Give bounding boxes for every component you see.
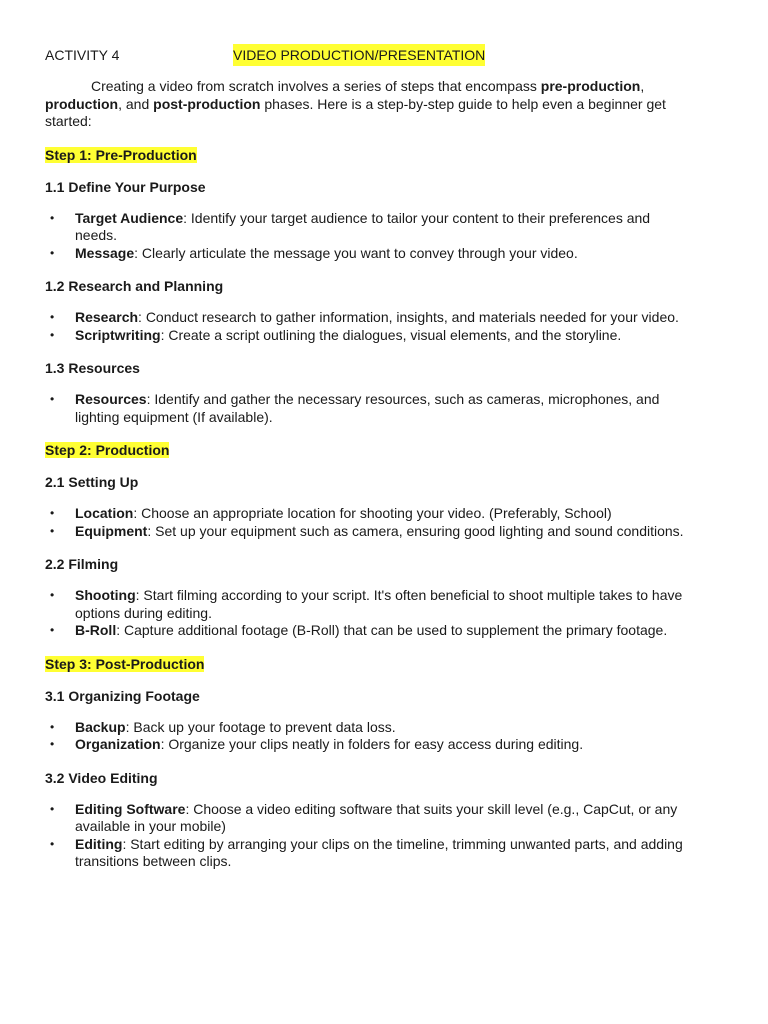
list-item-term: Message — [75, 244, 135, 261]
list-item-term: Shooting — [75, 587, 136, 603]
list-item-text: : Start filming according to your script. It's often beneficial to shoot multiple takes to have options during editing. — [75, 587, 683, 621]
intro-bold-term: production — [45, 95, 119, 112]
list-item-term: Editing Software — [75, 800, 186, 817]
subsection-heading: 1.3 Resources — [45, 360, 140, 376]
list-item — [45, 245, 695, 263]
document-header — [45, 44, 695, 66]
bullet-list — [45, 587, 695, 640]
list-item-term: Target Audience — [75, 209, 184, 226]
activity-label: ACTIVITY 4 — [45, 47, 120, 63]
bullet-list — [45, 801, 695, 871]
list-item-text: : Choose an appropriate location for shooting your video. (Preferably, School) — [133, 505, 612, 521]
bullet-icon: • — [50, 310, 55, 324]
step-heading — [45, 441, 695, 459]
bullet-icon: • — [50, 392, 55, 406]
intro-text: Creating a video from scratch involves a series of steps that encompass — [91, 78, 541, 94]
bullet-icon: • — [50, 737, 55, 751]
list-item — [45, 587, 695, 622]
subsection-heading: 2.1 Setting Up — [45, 474, 139, 490]
subsection-heading: 3.2 Video Editing — [45, 769, 158, 786]
document-page — [45, 44, 695, 886]
intro-text: phases. Here is a step-by-step guide to help even a beginner get started: — [45, 95, 666, 129]
list-item-term: Research — [75, 309, 139, 325]
bullet-list — [45, 210, 695, 263]
bullet-list — [45, 719, 695, 754]
bullet-icon: • — [50, 836, 55, 851]
bullet-icon: • — [50, 506, 55, 520]
bullet-list — [45, 391, 695, 426]
list-item — [45, 523, 695, 541]
bullet-icon: • — [50, 623, 55, 637]
list-item — [45, 801, 695, 836]
list-item — [45, 836, 695, 871]
sections-container — [45, 146, 695, 871]
subsection-heading: 2.2 Filming — [45, 556, 119, 572]
list-item-text: : Start editing by arranging your clips on the timeline, trimming unwanted parts, and adding transitions between clips. — [75, 835, 683, 869]
list-item-text: : Back up your footage to prevent data loss. — [125, 718, 396, 735]
bullet-icon: • — [50, 801, 55, 816]
list-item-term: Location — [75, 505, 134, 521]
intro-text: , and — [118, 95, 154, 112]
bullet-icon: • — [50, 245, 55, 260]
list-item — [45, 210, 695, 245]
list-item — [45, 719, 695, 737]
bullet-list — [45, 309, 695, 344]
list-item-text: : Clearly articulate the message you want to convey through your video. — [134, 244, 578, 261]
subsection-heading: 1.2 Research and Planning — [45, 278, 224, 294]
intro-paragraph — [45, 78, 695, 131]
document-title: VIDEO PRODUCTION/PRESENTATION — [233, 44, 485, 66]
list-item — [45, 391, 695, 426]
list-item-text: : Identify and gather the necessary resources, such as cameras, microphones, and lighting equipment (If available). — [75, 391, 660, 425]
list-item-term: Backup — [75, 718, 126, 735]
list-item-text: : Choose a video editing software that suits your skill level (e.g., CapCut, or any available in your mobile) — [75, 800, 678, 834]
list-item-text: : Create a script outlining the dialogues, visual elements, and the storyline. — [160, 326, 622, 343]
list-item — [45, 736, 695, 754]
bullet-icon: • — [50, 719, 55, 734]
subsection-heading: 1.1 Define Your Purpose — [45, 178, 206, 195]
step-heading — [45, 655, 695, 673]
list-item-term: Resources — [75, 391, 147, 407]
list-item — [45, 622, 695, 640]
bullet-icon: • — [50, 327, 55, 342]
list-item-text: : Capture additional footage (B-Roll) that can be used to supplement the primary footage. — [116, 622, 668, 638]
list-item — [45, 327, 695, 345]
intro-bold-term: post-production — [153, 95, 261, 112]
list-item-term: Organization — [75, 736, 161, 752]
list-item-text: : Set up your equipment such as camera, ensuring good lighting and sound conditions. — [147, 522, 684, 539]
list-item — [45, 309, 695, 327]
step-heading-text: Step 2: Production — [45, 442, 170, 458]
intro-bold-term: pre-production — [540, 78, 641, 94]
bullet-list — [45, 505, 695, 540]
list-item-term: B-Roll — [75, 622, 117, 638]
list-item-term: Equipment — [75, 522, 148, 539]
list-item — [45, 505, 695, 523]
subsection-heading: 3.1 Organizing Footage — [45, 687, 200, 704]
list-item-text: : Organize your clips neatly in folders for easy access during editing. — [160, 736, 584, 752]
list-item-text: : Identify your target audience to tailor your content to their preferences and needs. — [75, 209, 651, 243]
bullet-icon: • — [50, 588, 55, 602]
step-heading — [45, 146, 695, 164]
step-heading-text: Step 3: Post-Production — [45, 655, 205, 672]
step-heading-text: Step 1: Pre-Production — [45, 146, 197, 163]
intro-text: , — [640, 78, 645, 94]
list-item-term: Scriptwriting — [75, 326, 161, 343]
list-item-term: Editing — [75, 835, 123, 852]
bullet-icon: • — [50, 210, 55, 225]
bullet-icon: • — [50, 523, 55, 538]
list-item-text: : Conduct research to gather information, insights, and materials needed for your video. — [138, 309, 679, 325]
